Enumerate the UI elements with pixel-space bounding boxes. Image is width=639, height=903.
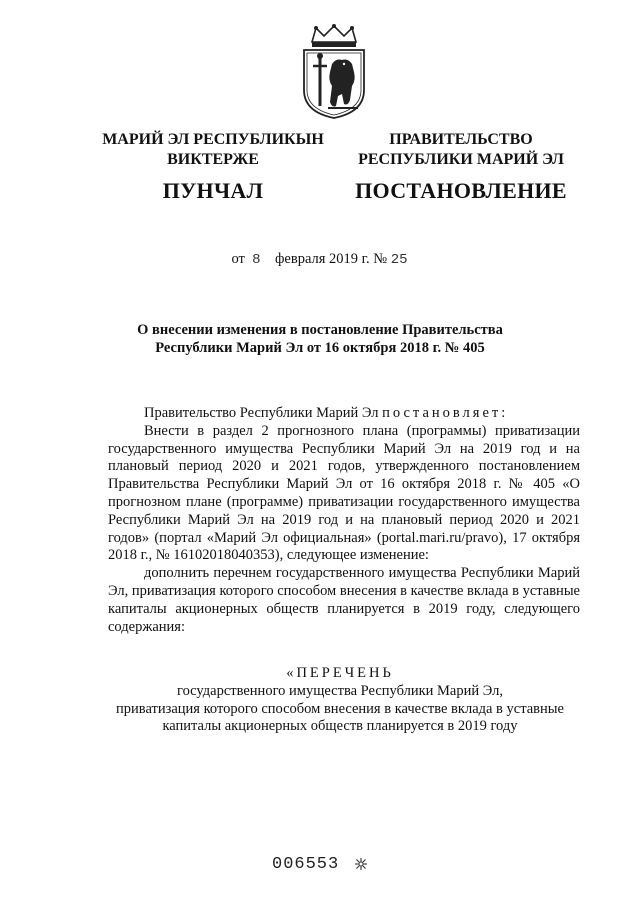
date-day: 8 <box>252 252 261 268</box>
intro-spaced-verb: постановляет: <box>382 405 509 421</box>
date-month-year: февраля 2019 г. № <box>275 251 388 267</box>
intro-paragraph <box>108 405 580 423</box>
list-heading-line3: капиталы акционерных обществ планируется в 2019 году <box>162 718 518 735</box>
header-right-doc-type: ПОСТАНОВЛЕНИЕ <box>355 178 567 203</box>
header-right-block <box>336 130 586 206</box>
header-left-doc-type: ПУНЧАЛ <box>162 178 264 203</box>
document-body <box>108 405 580 636</box>
header-right-line2: РЕСПУБЛИКИ МАРИЙ ЭЛ <box>358 151 564 168</box>
body-paragraph-1: Внести в раздел 2 прогнозного плана (программы) приватизации государственного имущества Республики Марий Эл на 2019 год и на плановый период 2020 и 2021 годов, утвержденного постановлением Правительства Республики Марий Эл от 16 октября 2018 г. № 405 «О прогнозном плане (программе) приватизации государственного имущества Республики Марий Эл на 2019 год и на плановый период 2020 и 2021 годов» (портал «Марий Эл официальная» (portal.mari.ru/pravo), 17 октября 2018 г., № 16102018040353), следующее изменение: <box>108 422 580 564</box>
body-paragraph-2: дополнить перечнем государственного имущества Республики Марий Эл, приватизация которого способом внесения в качестве вклада в уставные капиталы акционерных обществ планируется в 2019 году, следующего содержания: <box>108 565 580 635</box>
list-heading-title: «ПЕРЕЧЕНЬ <box>286 665 394 681</box>
list-heading <box>100 665 580 736</box>
header-right-line1: ПРАВИТЕЛЬСТВО <box>389 131 533 148</box>
document-number: 25 <box>390 252 408 268</box>
list-heading-line1: государственного имущества Республики Марий Эл, <box>176 682 503 699</box>
intro-text: Правительство Республики Марий Эл <box>144 405 379 421</box>
snowflake-mark-icon <box>354 857 368 871</box>
list-heading-line2: приватизация которого способом внесения в качестве вклада в уставные <box>116 700 564 717</box>
header-left-block <box>88 130 338 206</box>
header-left-line1: МАРИЙ ЭЛ РЕСПУБЛИКЫН <box>102 131 324 148</box>
form-serial-number: 006553 <box>272 855 340 874</box>
date-prefix: от <box>231 251 245 267</box>
document-title <box>100 321 540 357</box>
header-left-line2: ВИКТЕРЖЕ <box>167 151 259 168</box>
title-line1: О внесении изменения в постановление Правительства <box>137 322 503 338</box>
title-line2: Республики Марий Эл от 16 октября 2018 г. № 405 <box>155 340 485 356</box>
document-date-line <box>0 251 639 268</box>
coat-of-arms-emblem <box>298 24 370 120</box>
